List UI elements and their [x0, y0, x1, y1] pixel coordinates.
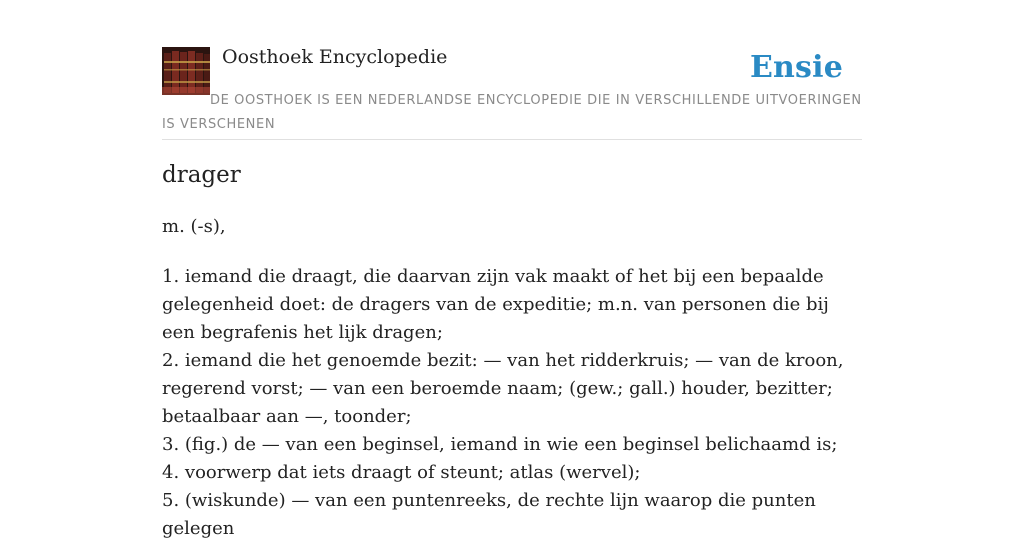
definition-item: 3. (fig.) de — van een beginsel, iemand in wie een beginsel belichaamd is; [162, 434, 838, 455]
entry-term: drager [162, 162, 241, 188]
site-tagline: DE OOSTHOEK IS EEN NEDERLANDSE ENCYCLOPEDIE DIE IN VERSCHILLENDE UITVOERINGEN IS VERSCHENEN [162, 93, 862, 132]
brand-logo[interactable]: Ensie [749, 50, 843, 85]
encyclopedia-books-icon[interactable] [162, 47, 210, 95]
definition-item: 2. iemand die het genoemde bezit: — van het ridderkruis; — van de kroon, regerend vorst; — van een beroemde naam; (gew.; gall.) houder, bezitter; betaalbaar aan —, toonder; [162, 350, 844, 427]
definition-item: 1. iemand die draagt, die daarvan zijn vak maakt of het bij een bepaalde gelegenheid doet: de dragers van de expeditie; m.n. van personen die bij een begrafenis het lijk dragen; [162, 266, 829, 343]
site-name[interactable]: Oosthoek Encyclopedie [222, 46, 448, 68]
page-container [162, 0, 862, 539]
entry-grammar: m. (-s), [162, 216, 226, 237]
definition-item: 5. (wiskunde) — van een puntenreeks, de rechte lijn waarop die punten gelegen [162, 490, 816, 539]
site-header [162, 0, 862, 140]
definition-list [162, 263, 862, 543]
definition-item: 4. voorwerp dat iets draagt of steunt; atlas (wervel); [162, 462, 641, 483]
